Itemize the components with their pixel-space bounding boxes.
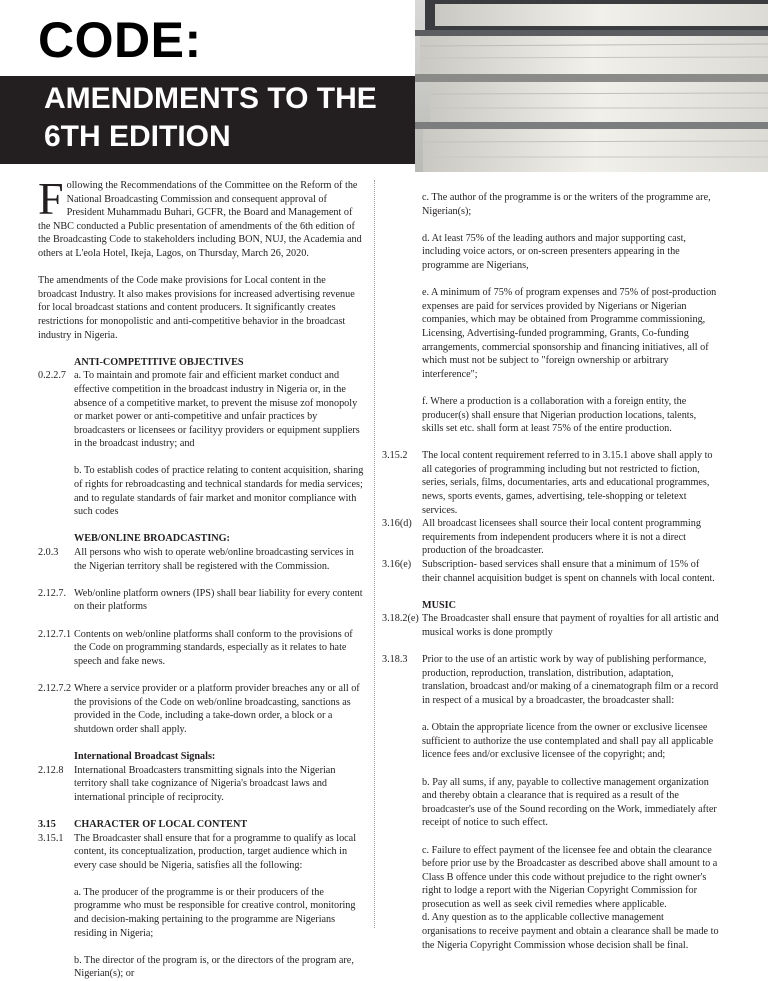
clause-text: f. Where a production is a collaboration with a foreign entity, the producer(s) shall ensure that Nigerian production locations, talents, skills set etc. shall form at least 75% of the entire production. (422, 395, 697, 435)
clause-number: 3.18.3 (382, 654, 408, 666)
clause-row (38, 682, 366, 736)
clause-number: 2.12.7.2 (38, 682, 72, 694)
banner-title (44, 80, 377, 156)
clause-text: b. Pay all sums, if any, payable to collective management organization and thereby obtain a clearance that is required as a result of the broadcaster's use of the Sound recording on the Work, immediately after receipt of notice to such effect. (422, 776, 717, 829)
amendments-paragraph: The amendments of the Code make provisions for Local content in the broadcast Industry. It also makes provisions for increased advertising revenue for local broadcast stations and content producers. It significantly creates restrictions for monopolistic and anti-competitive behavior in the broadcast industry in Nigeria. (38, 275, 355, 341)
clause-row (382, 558, 720, 585)
clause-text: e. A minimum of 75% of program expenses and 75% of post-production expenses are paid for services provided by Nigerians or Nigerian companies, which may be obtained from Programme commissioning, Licensing, Advertising-funded programming, Grants, Co-funding arrangements, commercial sponsorship and financing initiatives, all of which must not be subject to "foreign ownership or arbitrary interference"; (422, 287, 717, 380)
clause-text: The Broadcaster shall ensure that payment of royalties for all artistic and musical works is done promptly (422, 613, 719, 638)
intro-paragraph (38, 173, 366, 261)
clause-row (38, 764, 366, 805)
clause-text: a. The producer of the programme is or their producers of the programme who must be responsible for creative control, monitoring and decision-making pertaining to the programme are Nigerians residing in Nigeria; (74, 886, 356, 939)
banner-line-2: 6TH EDITION (44, 120, 231, 153)
clause-text: The Broadcaster shall ensure that for a programme to qualify as local content, its conceptualization, production, target audience which in every case should be Nigeria, satisfies all the following: (74, 832, 357, 871)
clause-text: International Broadcasters transmitting signals into the Nigerian territory shall take cognizance of Nigeria's broadcast laws and international principle of reciprocity. (74, 764, 336, 803)
clause-text: All broadcast licensees shall source their local content programming requirements from independent producers where it is not a direct production of the broadcaster. (422, 518, 701, 557)
clause-number: 2.12.8 (38, 764, 64, 776)
clause-row (38, 587, 366, 614)
clause-text: Where a service provider or a platform provider breaches any or all of the provisions of the Code on web/online broadcasting, sanctions as provided in the Code, including a take-down order, a block or a shutdown order shall apply. (74, 682, 360, 735)
music-heading: MUSIC (422, 599, 456, 611)
web-online-heading: WEB/ONLINE BROADCASTING: (74, 533, 230, 545)
drop-cap: F (38, 173, 64, 224)
international-signals-heading: International Broadcast Signals: (74, 750, 216, 762)
clause-text: a. Obtain the appropriate licence from the owner or exclusive licensee sufficient to authorize the use contemplated and shall pay all applicable licence fees and/or exclusive licensee of the copyright; and; (422, 722, 714, 761)
column-divider (374, 180, 375, 928)
clause-number: 3.16(e) (382, 559, 412, 571)
books-stack-photo (415, 0, 768, 172)
clause-text: The local content requirement referred to in 3.15.1 above shall apply to all categories of programming including but not restricted to fiction, series, serials, films, documentaries, arts and educational programmes, news, sports events, games, advertising, tele-shopping or teletext services. (422, 450, 713, 516)
clause-text: Prior to the use of an artistic work by way of publishing performance, production, reproduction, translation, distribution, adaptation, translation, broadcast and/or making of a cinematograph film or a record in respect of a musical by a broadcaster, the broadcaster shall: (422, 654, 719, 706)
local-content-heading (38, 818, 366, 832)
clause-row (382, 612, 720, 639)
clause-number: 3.15.2 (382, 450, 408, 462)
clause-number: 2.0.3 (38, 547, 59, 559)
section-title: CHARACTER OF LOCAL CONTENT (74, 818, 248, 830)
title-banner (0, 76, 415, 164)
anti-competitive-heading: ANTI-COMPETITIVE OBJECTIVES (74, 356, 244, 368)
clause-number: 3.16(d) (382, 518, 412, 530)
clause-text: Web/online platform owners (IPS) shall bear liability for every content on their platforms (74, 587, 363, 613)
clause-row (382, 653, 720, 707)
clause-text: d. At least 75% of the leading authors and major supporting cast, including voice actors, or on-screen presenters appearing in the programme are Nigerians, (422, 232, 686, 271)
clause-0-2-2-7 (38, 369, 366, 451)
clause-row (38, 832, 366, 873)
clause-text: c. The author of the programme is or the writers of the programme are, Nigerian(s); (422, 192, 711, 217)
clause-row (38, 628, 366, 669)
clause-row (38, 546, 366, 573)
clause-text: d. Any question as to the applicable collective management organisations to receive payment and obtain a clearance shall be made to the Nigeria Copyright Commission whose decision shall be final. (422, 912, 719, 951)
clause-text: Contents on web/online platforms shall conform to the provisions of the Code on programming standards, especially as it relates to hate speech and fake news. (74, 628, 353, 667)
clause-text: c. Failure to effect payment of the licensee fee and obtain the clearance before prior use by the Broadcaster as described above shall amount to a Class B offence under this code without prejudice to the right owner's right to lodge a report with the Nigerian Copyright Commission for prosecution as well as seek civil remedies where applicable. (422, 844, 718, 910)
clause-row (382, 449, 720, 517)
clause-number: 3.18.2(e) (382, 613, 419, 625)
intro-text: ollowing the Recommendations of the Committee on the Reform of the National Broadcasting Commission and consequent approval of President Muhammadu Buhari, GCFR, the Board and Management of the NBC conducted a Public presentation of amendments of the 6th edition of the Broadcasting Code to stakeholders including BON, NUJ, the Academia and others at L'eola Hotel, Ikeja, Lagos, on Thursday, March 26, 2020. (38, 180, 362, 259)
clause-text: b. The director of the program is, or the directors of the program are, Nigerian(s); or (74, 954, 354, 980)
clause-text: Subscription- based services shall ensure that a minimum of 15% of their channel acquisition budget is spent on channels with local content. (422, 559, 715, 584)
banner-line-1: AMENDMENTS TO THE (44, 82, 377, 115)
page-title: CODE: (38, 12, 202, 68)
clause-number: 3.15.1 (38, 832, 64, 844)
clause-text: b. To establish codes of practice relating to content acquisition, sharing of rights for rebroadcasting and technical standards for media services; and to regulate standards of fair market and monitor compliance with such codes (74, 465, 364, 518)
section-number: 3.15 (38, 818, 56, 830)
clause-text: a. To maintain and promote fair and efficient market conduct and effective competition in the broadcast industry in Nigeria or, in the absence of a competitive market, to prevent the misuse zof monopoly or market power or anti-competitive and unfair practices by broadcasters or licensees or facilityy providers or equipment suppliers in the broadcast industry; and (74, 370, 360, 450)
clause-row (382, 517, 720, 558)
clause-text: All persons who wish to operate web/online broadcasting services in the Nigerian territory shall be registered with the Commission. (74, 547, 354, 572)
clause-number: 2.12.7.1 (38, 628, 72, 640)
left-column (38, 173, 366, 981)
clause-number: 0.2.2.7 (38, 370, 67, 382)
right-column (382, 191, 720, 952)
clause-number: 2.12.7. (38, 587, 67, 599)
